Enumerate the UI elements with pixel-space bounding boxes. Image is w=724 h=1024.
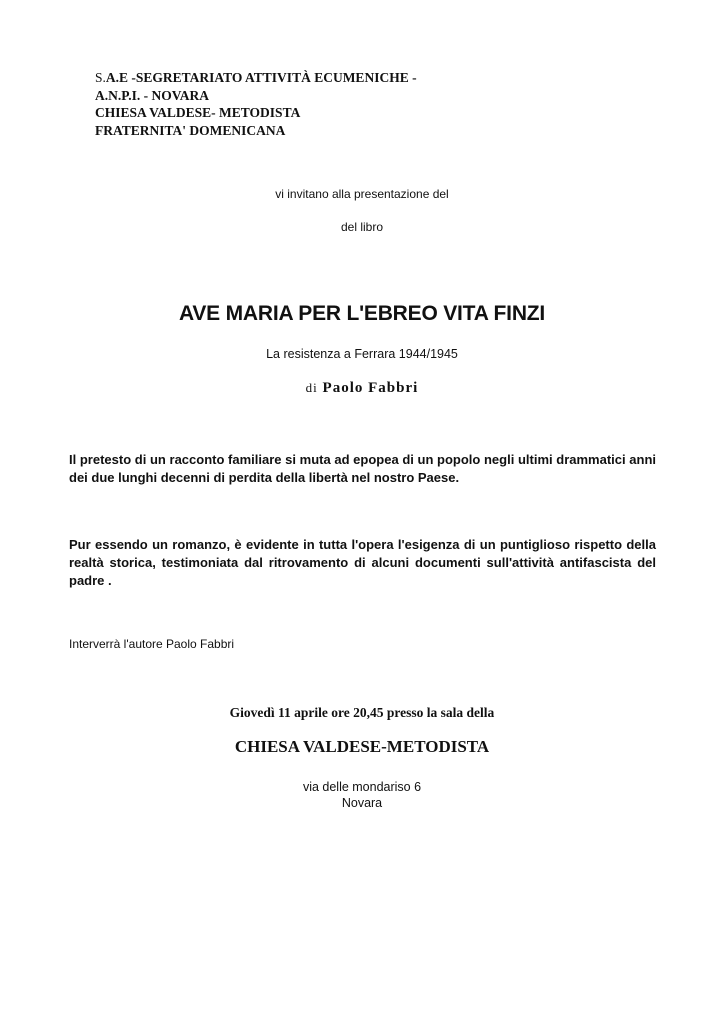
invitation-line: vi invitano alla presentazione del <box>275 187 449 201</box>
description-paragraph-1: Il pretesto di un racconto familiare si muta ad epopea di un popolo negli ultimi drammatici anni dei due lunghi decenni di perdita della libertà nel nostro Paese. <box>69 452 656 485</box>
organizer-sae <box>95 69 417 87</box>
organizers-block <box>95 69 417 139</box>
description-paragraph-2: Pur essendo un romanzo, è evidente in tutta l'opera l'esigenza di un puntiglioso rispetto della realtà storica, testimoniata dal ritrovamento di alcuni documenti sull'attività antifascista del padre . <box>69 537 656 588</box>
organizer-sae-rest: A.E -SEGRETARIATO ATTIVITÀ ECUMENICHE - <box>105 70 417 85</box>
book-author <box>0 380 724 397</box>
invitation-line-book: del libro <box>340 220 384 234</box>
event-address: via delle mondariso 6 <box>302 780 422 794</box>
event-city: Novara <box>341 796 383 810</box>
book-subtitle: La resistenza a Ferrara 1944/1945 <box>266 347 458 361</box>
event-venue: CHIESA VALDESE-METODISTA <box>234 737 490 756</box>
organizer-sae-lead: S. <box>95 70 106 85</box>
speaker-note: Interverrà l'autore Paolo Fabbri <box>69 637 235 651</box>
book-title: AVE MARIA PER L'EBREO VITA FINZI <box>178 302 546 325</box>
organizer-chiesa: CHIESA VALDESE- METODISTA <box>95 105 301 120</box>
event-date: Giovedì 11 aprile ore 20,45 presso la sala della <box>229 705 495 720</box>
organizer-anpi: A.N.P.I. - NOVARA <box>95 87 210 103</box>
author-prefix: di <box>305 380 318 395</box>
organizer-fraternita: FRATERNITA' DOMENICANA <box>95 122 286 138</box>
author-name: Paolo Fabbri <box>322 380 419 396</box>
